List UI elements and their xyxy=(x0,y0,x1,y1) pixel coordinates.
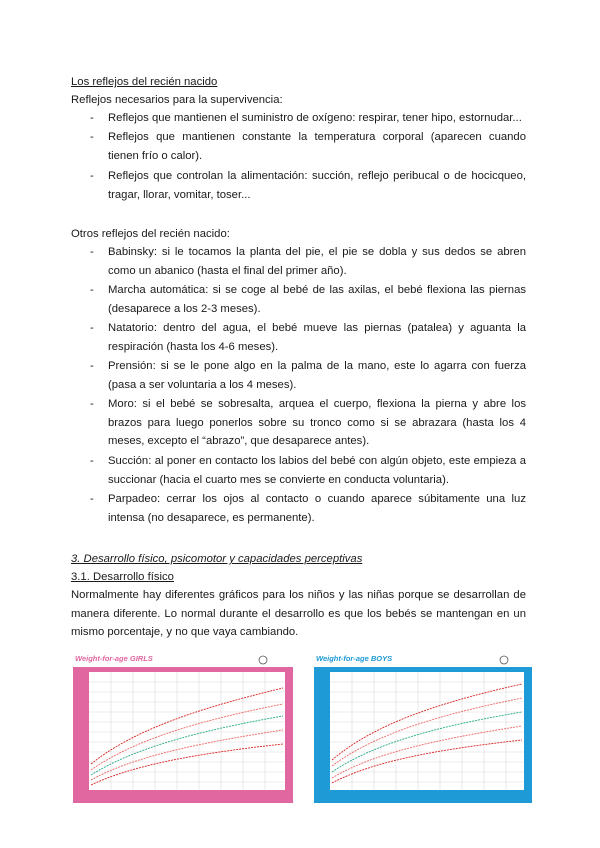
list-dash: - xyxy=(90,246,94,258)
chart-title: Weight-for-age GIRLS xyxy=(75,654,153,663)
list-dash: - xyxy=(90,284,94,296)
list-item xyxy=(90,357,526,394)
list-item xyxy=(90,167,526,204)
list-item-text: Natatorio: dentro del agua, el bebé mueve las piernas (patalea) y aguanta la respiración (hasta los 4-6 meses). xyxy=(108,322,526,353)
list-item-text: Marcha automática: si se coge al bebé de las axilas, el bebé flexiona las piernas (desaparece a los 2-3 meses). xyxy=(108,284,526,315)
list-item-text: Reflejos que mantienen constante la temperatura corporal (aparecen cuando tienen frío o calor). xyxy=(108,131,526,162)
list-dash: - xyxy=(90,131,94,143)
list-item-text: Babinsky: si le tocamos la planta del pie, el pie se dobla y sus dedos se abren como un abanico (hasta el final del primer año). xyxy=(108,246,526,277)
list-item-text: Prensión: si se le pone algo en la palma de la mano, este lo agarra con fuerza (pasa a ser voluntaria a los 4 meses). xyxy=(108,360,526,391)
girls-chart-svg xyxy=(71,652,295,804)
list-item-text: Succión: al poner en contacto los labios del bebé con algún objeto, este empieza a succionar (hacia el cuarto mes se convierte en conducta voluntaria). xyxy=(108,455,526,486)
section-intro-otros: Otros reflejos del recién nacido: xyxy=(71,228,230,240)
list-item-text: Moro: si el bebé se sobresalta, arquea el cuerpo, flexiona la pierna y abre los brazos para luego ponerlos sobre su tronco como si se abrazara (hasta los 4 meses, excepto el “abrazo”, que desaparece antes). xyxy=(108,398,526,447)
section-heading-desarrollo: 3. Desarrollo físico, psicomotor y capacidades perceptivas xyxy=(71,553,363,565)
boys-weight-chart xyxy=(312,652,534,804)
list-dash: - xyxy=(90,493,94,505)
list-item xyxy=(90,490,526,527)
subsection-heading-desarrollo-fisico: 3.1. Desarrollo físico xyxy=(71,571,174,583)
list-dash: - xyxy=(90,360,94,372)
list-item xyxy=(90,452,526,489)
list-item xyxy=(90,243,526,280)
list-dash: - xyxy=(90,322,94,334)
list-dash: - xyxy=(90,455,94,467)
boys-chart-svg xyxy=(312,652,534,804)
list-item-text: Reflejos que controlan la alimentación: succión, reflejo peribucal o de hocicqueo, tragar, llorar, vomitar, toser... xyxy=(108,170,526,201)
list-item xyxy=(90,281,526,318)
list-item xyxy=(90,109,526,128)
list-dash: - xyxy=(90,398,94,410)
paragraph-desarrollo-fisico: Normalmente hay diferentes gráficos para los niños y las niñas porque se desarrollan de manera diferente. Lo normal durante el desarrollo es que los bebés se mantengan en un mismo porcentaje, y no que vaya cambiando. xyxy=(71,589,526,638)
list-item-text: Parpadeo: cerrar los ojos al contacto o cuando aparece súbitamente una luz intensa (no desaparece, es permanente). xyxy=(108,493,526,524)
list-item xyxy=(90,395,526,451)
list-dash: - xyxy=(90,170,94,182)
list-item-text: Reflejos que mantienen el suministro de oxígeno: respirar, tener hipo, estornudar... xyxy=(108,112,522,124)
list-item xyxy=(90,319,526,356)
section-intro-supervivencia: Reflejos necesarios para la supervivencia: xyxy=(71,94,283,106)
list-dash: - xyxy=(90,112,94,124)
chart-title: Weight-for-age BOYS xyxy=(316,654,393,663)
girls-weight-chart xyxy=(71,652,295,804)
section-heading-reflejos: Los reflejos del recién nacido xyxy=(71,76,218,88)
list-item xyxy=(90,128,526,165)
